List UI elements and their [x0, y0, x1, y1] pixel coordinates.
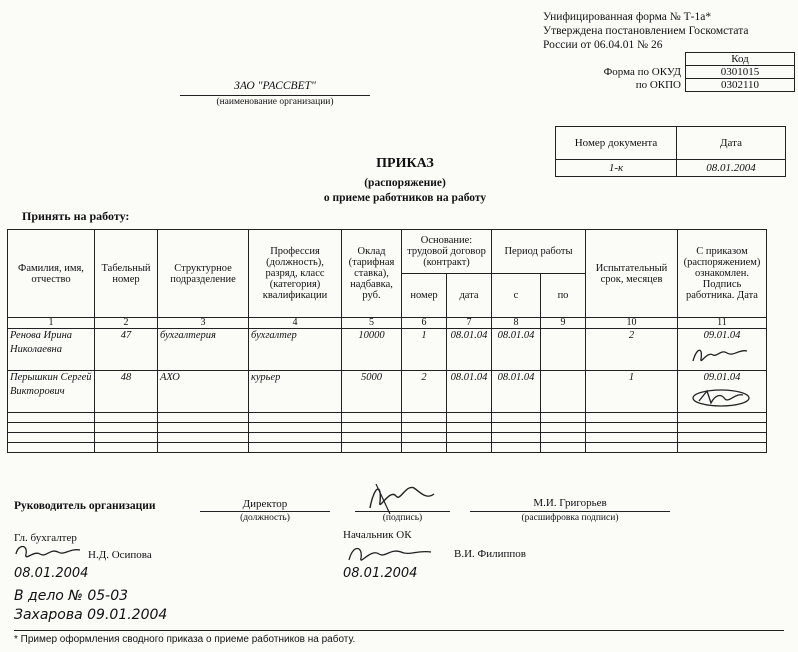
okpo-label: по ОКПО: [635, 79, 681, 91]
head-position: Директор: [242, 498, 288, 510]
order-title: ПРИКАЗ: [376, 156, 434, 171]
accountant-label: Гл. бухгалтер: [14, 532, 77, 544]
hire-label: Принять на работу:: [22, 209, 130, 223]
period-from: 08.01.04: [492, 371, 541, 413]
hr-date: 08.01.2004: [343, 566, 418, 581]
period-from: 08.01.04: [492, 329, 541, 371]
col-number: 10: [586, 318, 678, 329]
employee-name: Ренова Ирина Николаевна: [8, 329, 95, 371]
form-header-line1: Унифицированная форма № Т-1а*: [543, 11, 712, 23]
position-line: [200, 511, 330, 512]
doc-date-header: Дата: [677, 127, 786, 160]
employee-salary: 5000: [342, 371, 402, 413]
hr-signature-icon: [345, 540, 435, 568]
contract-date: 08.01.04: [447, 371, 492, 413]
col-number: 9: [541, 318, 586, 329]
col-header-basis-number: номер: [402, 274, 447, 318]
table-row-empty: [8, 423, 767, 433]
col-number: 2: [95, 318, 158, 329]
col-header-name: Фамилия, имя, отчество: [8, 230, 95, 318]
col-header-trial: Испытательный срок, месяцев: [586, 230, 678, 318]
doc-number: 1-к: [556, 160, 677, 177]
col-header-profession: Профессия (должность), разряд, класс (категория) квалификации: [249, 230, 342, 318]
accountant-signature-icon: [12, 540, 84, 566]
period-to: [541, 371, 586, 413]
acknowledgement-cell: [678, 329, 767, 371]
employee-profession: курьер: [249, 371, 342, 413]
col-number: 7: [447, 318, 492, 329]
col-number: 11: [678, 318, 767, 329]
col-number: 8: [492, 318, 541, 329]
employee-salary: 10000: [342, 329, 402, 371]
col-header-tab: Табельный номер: [95, 230, 158, 318]
position-caption: (должность): [240, 513, 290, 523]
trial-months: 2: [586, 329, 678, 371]
employee-tab-number: 47: [95, 329, 158, 371]
doc-number-header: Номер документа: [556, 127, 677, 160]
footnote: * Пример оформления сводного приказа о приеме работников на работу.: [14, 630, 784, 645]
table-row: [8, 329, 767, 371]
contract-number: 1: [402, 329, 447, 371]
col-header-basis: Основание: трудовой договор (контракт): [402, 230, 492, 274]
accountant-name: Н.Д. Осипова: [88, 549, 152, 561]
table-row: [8, 371, 767, 413]
head-label: Руководитель организации: [14, 500, 156, 512]
filed-by: Захарова 09.01.2004: [14, 607, 168, 623]
okud-value: 0301015: [686, 66, 795, 79]
name-caption: (расшифровка подписи): [521, 513, 619, 523]
doc-date: 08.01.2004: [677, 160, 786, 177]
employee-signature-icon: [687, 385, 757, 409]
col-header-salary: Оклад (тарифная ставка), надбавка, руб.: [342, 230, 402, 318]
acknowledgement-cell: [678, 371, 767, 413]
col-number: 6: [402, 318, 447, 329]
employee-department: бухгалтерия: [158, 329, 249, 371]
col-header-period-to: по: [541, 274, 586, 318]
col-header-period-from: с: [492, 274, 541, 318]
organization-name: ЗАО "РАССВЕТ": [180, 80, 370, 96]
employee-name: Перышкин Сергей Викторович: [8, 371, 95, 413]
col-header-dept: Структурное подразделение: [158, 230, 249, 318]
col-number: 5: [342, 318, 402, 329]
employee-department: АХО: [158, 371, 249, 413]
col-number: 3: [158, 318, 249, 329]
contract-number: 2: [402, 371, 447, 413]
table-row-empty: [8, 413, 767, 423]
column-numbers-row: [8, 318, 767, 329]
head-name: М.И. Григорьев: [533, 497, 607, 509]
trial-months: 1: [586, 371, 678, 413]
period-to: [541, 329, 586, 371]
hr-name: В.И. Филиппов: [454, 548, 526, 560]
form-header: [543, 10, 749, 52]
name-line: [470, 511, 670, 512]
filed-note: В дело № 05-03: [14, 588, 129, 604]
signature-caption: (подпись): [382, 513, 423, 523]
col-number: 4: [249, 318, 342, 329]
contract-date: 08.01.04: [447, 329, 492, 371]
accountant-date: 08.01.2004: [14, 566, 89, 581]
col-header-acknowledged: С приказом (распоряжением) ознакомлен. Подпись работника. Дата: [678, 230, 767, 318]
organization-caption: (наименование организации): [216, 97, 334, 107]
form-header-line3: России от 06.04.01 № 26: [543, 39, 663, 51]
form-header-line2: Утверждена постановлением Госкомстата: [543, 25, 749, 37]
head-signature-icon: [360, 478, 440, 518]
okpo-value: 0302110: [686, 79, 795, 92]
employee-profession: бухгалтер: [249, 329, 342, 371]
acknowledgement-date: 09.01.04: [703, 330, 741, 341]
document-number-table: [555, 126, 786, 177]
okud-label: Форма по ОКУД: [603, 66, 681, 78]
order-subtitle: (распоряжение): [364, 177, 446, 189]
employee-tab-number: 48: [95, 371, 158, 413]
table-row-empty: [8, 443, 767, 453]
employees-table: [7, 229, 767, 453]
order-subject: о приеме работников на работу: [323, 192, 487, 204]
col-header-period: Период работы: [492, 230, 586, 274]
table-row-empty: [8, 433, 767, 443]
codes-table: [557, 52, 795, 92]
hr-label: Начальник ОК: [343, 529, 412, 541]
employee-signature-icon: [687, 343, 757, 367]
acknowledgement-date: 09.01.04: [703, 372, 741, 383]
col-number: 1: [8, 318, 95, 329]
code-header: Код: [686, 53, 795, 66]
col-header-basis-date: дата: [447, 274, 492, 318]
